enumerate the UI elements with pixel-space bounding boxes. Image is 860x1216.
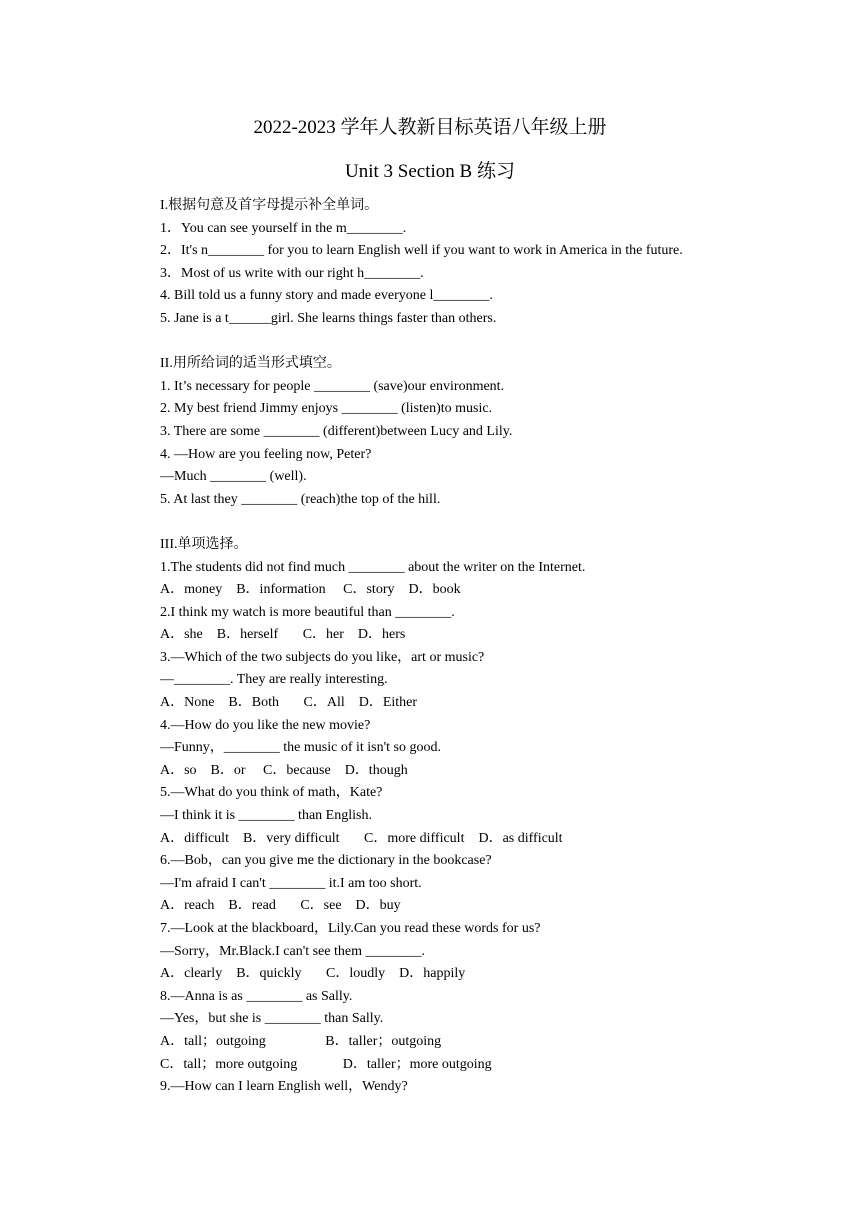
section-2-heading: II.用所给词的适当形式填空。	[160, 356, 341, 372]
question-5-options: A．difficult B．very difficult C．more difficult D．as difficult	[160, 830, 563, 846]
section-1-item: 3．Most of us write with our right h________.	[160, 265, 424, 281]
question-8-line: —Yes，but she is ________ than Sally.	[160, 1011, 384, 1027]
question-7-options: A．clearly B．quickly C．loudly D．happily	[160, 966, 466, 982]
question-9: 9.—How can I learn English well，Wendy?	[160, 1079, 408, 1095]
section-1-item: 5. Jane is a t______girl. She learns things faster than others.	[160, 310, 497, 326]
question-8-options-ab: A．tall；outgoing B．taller；outgoing	[160, 1033, 442, 1049]
question-8: 8.—Anna is as ________ as Sally.	[160, 988, 353, 1004]
question-5: 5.—What do you think of math，Kate?	[160, 785, 383, 801]
section-1-item: 4. Bill told us a funny story and made everyone l________.	[160, 288, 493, 304]
question-4-options: A．so B．or C．because D．though	[160, 762, 408, 778]
section-2-item: 5. At last they ________ (reach)the top of the hill.	[160, 491, 441, 507]
question-2: 2.I think my watch is more beautiful than ________.	[160, 604, 455, 620]
section-2-item: 4. —How are you feeling now, Peter?	[160, 446, 372, 462]
section-spacer	[160, 331, 820, 354]
section-spacer	[160, 511, 820, 534]
question-1: 1.The students did not find much ________ about the writer on the Internet.	[160, 559, 586, 575]
document-title: 2022-2023 学年人教新目标英语八年级上册	[253, 117, 607, 138]
question-3-line: —________. They are really interesting.	[160, 672, 388, 688]
question-6: 6.—Bob，can you give me the dictionary in the bookcase?	[160, 853, 492, 869]
question-6-options: A．reach B．read C．see D．buy	[160, 898, 401, 914]
exercise-content	[160, 195, 820, 1099]
section-1-item: 1．You can see yourself in the m________.	[160, 220, 407, 236]
question-4-line: —Funny，________ the music of it isn't so good.	[160, 740, 441, 756]
question-8-options-cd: C．tall；more outgoing D．taller；more outgoing	[160, 1056, 492, 1072]
section-2-item: 1. It’s necessary for people ________ (save)our environment.	[160, 378, 505, 394]
question-3: 3.—Which of the two subjects do you like，art or music?	[160, 649, 485, 665]
question-6-line: —I'm afraid I can't ________ it.I am too short.	[160, 875, 422, 891]
question-3-options: A．None B．Both C．All D．Either	[160, 695, 418, 711]
section-1-heading: I.根据句意及首字母提示补全单词。	[160, 198, 379, 213]
question-2-options: A．she B．herself C．her D．hers	[160, 627, 406, 643]
section-1-item: 2．It's n________ for you to learn English well if you want to work in America in the future.	[160, 243, 683, 259]
section-2-item: 2. My best friend Jimmy enjoys ________ (listen)to music.	[160, 401, 493, 417]
section-3-heading: III.单项选择。	[160, 536, 248, 552]
question-4: 4.—How do you like the new movie?	[160, 717, 371, 733]
section-2-item: 3. There are some ________ (different)between Lucy and Lily.	[160, 423, 513, 439]
document-subtitle: Unit 3 Section B 练习	[345, 161, 515, 182]
question-7: 7.—Look at the blackboard，Lily.Can you read these words for us?	[160, 921, 541, 936]
section-2-item: —Much ________ (well).	[160, 469, 307, 485]
question-1-options: A．money B．information C．story D．book	[160, 582, 461, 598]
question-5-line: —I think it is ________ than English.	[160, 808, 372, 824]
question-7-line: —Sorry，Mr.Black.I can't see them ________.	[160, 943, 425, 959]
